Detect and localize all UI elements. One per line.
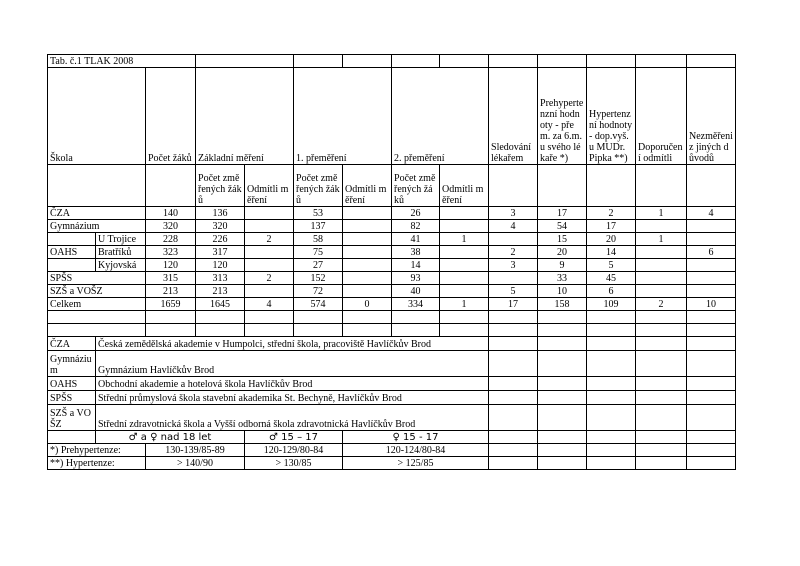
- legend-row: SPŠS Střední průmyslová škola stavební akademika St. Bechyně, Havlíčkův Brod: [48, 391, 736, 405]
- cell-dop: [636, 285, 687, 298]
- row-branch: Kyjovská: [96, 259, 146, 272]
- cell-p2-pocet: 334: [392, 298, 440, 311]
- cell-p1-odm: 0: [343, 298, 392, 311]
- cell-nezm: 4: [687, 207, 736, 220]
- cell-hyp: 109: [587, 298, 636, 311]
- norms-hyp-label: **) Hypertenze:: [48, 457, 146, 470]
- cell-sled: [489, 233, 538, 246]
- cell-nezm: [687, 220, 736, 233]
- cell-hyp: 2: [587, 207, 636, 220]
- norms-pre-label: *) Prehypertenze:: [48, 444, 146, 457]
- cell-p2-odm: 1: [440, 233, 489, 246]
- cell-zm-pocet: 213: [196, 285, 245, 298]
- cell-dop: 1: [636, 207, 687, 220]
- header-zakladni-mereni: Základní měření: [196, 68, 294, 165]
- row-school: [48, 259, 96, 272]
- cell-hyp: 14: [587, 246, 636, 259]
- cell-p2-pocet: 41: [392, 233, 440, 246]
- legend-name: Obchodní akademie a hotelová škola Havlíčkův Brod: [96, 377, 489, 391]
- cell-zm-odm: 2: [245, 272, 294, 285]
- legend-name: Gymnázium Havlíčkův Brod: [96, 351, 489, 377]
- cell-pocet: 315: [146, 272, 196, 285]
- cell-prehyp: 33: [538, 272, 587, 285]
- spacer-row: [48, 324, 736, 337]
- cell-p1-pocet: 53: [294, 207, 343, 220]
- cell-zm-odm: [245, 246, 294, 259]
- cell-zm-odm: 4: [245, 298, 294, 311]
- table-row: [48, 285, 736, 298]
- cell-dop: [636, 220, 687, 233]
- cell-p1-pocet: 574: [294, 298, 343, 311]
- norms-group-boys: ♂ 15 – 17: [245, 431, 343, 444]
- row-school: [48, 233, 96, 246]
- cell-prehyp: 17: [538, 207, 587, 220]
- table-title: Tab. č.1 TLAK 2008: [48, 55, 196, 68]
- row-branch: U Trojice: [96, 233, 146, 246]
- subheader-zm-odmitli: Odmítli měření: [245, 165, 294, 207]
- cell-nezm: [687, 272, 736, 285]
- cell-zm-pocet: 226: [196, 233, 245, 246]
- cell-prehyp: 54: [538, 220, 587, 233]
- cell-hyp: 17: [587, 220, 636, 233]
- table-row: [48, 272, 736, 285]
- cell-p1-pocet: 27: [294, 259, 343, 272]
- cell-hyp: 5: [587, 259, 636, 272]
- cell-dop: 1: [636, 233, 687, 246]
- cell-p1-odm: [343, 246, 392, 259]
- header-pocet-zaku: Počet žáků: [146, 68, 196, 165]
- cell-p2-pocet: 38: [392, 246, 440, 259]
- cell-p2-odm: [440, 220, 489, 233]
- cell-p1-odm: [343, 272, 392, 285]
- cell-p2-odm: [440, 285, 489, 298]
- cell-hyp: 6: [587, 285, 636, 298]
- cell-p1-odm: [343, 220, 392, 233]
- cell-p2-odm: 1: [440, 298, 489, 311]
- row-branch: Bratříků: [96, 246, 146, 259]
- cell-nezm: [687, 259, 736, 272]
- cell-pocet: 1659: [146, 298, 196, 311]
- cell-pocet: 228: [146, 233, 196, 246]
- cell-p2-pocet: 40: [392, 285, 440, 298]
- legend-name: Střední zdravotnická škola a Vyšší odborná škola zdravotnická Havlíčkův Brod: [96, 405, 489, 431]
- cell-prehyp: 9: [538, 259, 587, 272]
- norms-groups-row: [48, 431, 736, 444]
- cell-prehyp: 15: [538, 233, 587, 246]
- cell-p1-odm: [343, 233, 392, 246]
- cell-pocet: 213: [146, 285, 196, 298]
- cell-dop: [636, 246, 687, 259]
- cell-zm-odm: [245, 259, 294, 272]
- cell-p2-odm: [440, 259, 489, 272]
- row-school: ČZA: [48, 207, 146, 220]
- cell-nezm: 6: [687, 246, 736, 259]
- header-druhe-premereni: 2. přeměření: [392, 68, 489, 165]
- cell-zm-odm: [245, 285, 294, 298]
- cell-p1-odm: [343, 285, 392, 298]
- cell-p2-odm: [440, 272, 489, 285]
- row-school: SZŠ a VOŠZ: [48, 285, 146, 298]
- cell-p2-odm: [440, 246, 489, 259]
- table-row: [48, 259, 736, 272]
- spacer-row: [48, 311, 736, 324]
- cell-zm-pocet: 136: [196, 207, 245, 220]
- cell-pocet: 120: [146, 259, 196, 272]
- cell-sled: 4: [489, 220, 538, 233]
- table-row: [48, 220, 736, 233]
- cell-dop: [636, 272, 687, 285]
- cell-hyp: 20: [587, 233, 636, 246]
- cell-nezm: [687, 285, 736, 298]
- norms-group-all: ♂ a ♀ nad 18 let: [96, 431, 245, 444]
- blood-pressure-table: [47, 54, 736, 470]
- legend-row: ČZA Česká zemědělská akademie v Humpolci, střední škola, pracoviště Havlíčkův Brod: [48, 337, 736, 351]
- cell-sled: [489, 272, 538, 285]
- header-prehypertenzni: Prehypertenzní hodnoty - přem. za 6.m. u svého lékaře *): [538, 68, 587, 165]
- cell-pocet: 323: [146, 246, 196, 259]
- table-row: [48, 298, 736, 311]
- cell-p1-pocet: 75: [294, 246, 343, 259]
- cell-prehyp: 10: [538, 285, 587, 298]
- cell-pocet: 140: [146, 207, 196, 220]
- cell-pocet: 320: [146, 220, 196, 233]
- cell-sled: 3: [489, 207, 538, 220]
- table-sheet: [47, 54, 736, 470]
- data-rows: [48, 207, 736, 311]
- cell-zm-pocet: 313: [196, 272, 245, 285]
- cell-sled: 2: [489, 246, 538, 259]
- subheader-p2-odmitli: Odmítli měření: [440, 165, 489, 207]
- legend-name: Střední průmyslová škola stavební akademika St. Bechyně, Havlíčkův Brod: [96, 391, 489, 405]
- norms-group-girls: ♀ 15 - 17: [343, 431, 489, 444]
- cell-p2-pocet: 93: [392, 272, 440, 285]
- cell-zm-pocet: 320: [196, 220, 245, 233]
- header-prvni-premereni: 1. přeměření: [294, 68, 392, 165]
- cell-p1-odm: [343, 207, 392, 220]
- cell-zm-odm: [245, 207, 294, 220]
- cell-nezm: 10: [687, 298, 736, 311]
- cell-p1-odm: [343, 259, 392, 272]
- cell-hyp: 45: [587, 272, 636, 285]
- cell-p1-pocet: 72: [294, 285, 343, 298]
- subheader-p1-pocet: Počet změřených žáků: [294, 165, 343, 207]
- cell-p2-pocet: 82: [392, 220, 440, 233]
- subheader-p2-pocet: Počet změřených žáků: [392, 165, 440, 207]
- header-skola: Škola: [48, 68, 146, 165]
- table-row: [48, 233, 736, 246]
- row-school: Celkem: [48, 298, 146, 311]
- header-doporuceni: Doporučení odmítli: [636, 68, 687, 165]
- cell-p2-pocet: 14: [392, 259, 440, 272]
- norms-prehypertension-row: *) Prehypertenze: 130-139/85-89 120-129/80-84 120-124/80-84: [48, 444, 736, 457]
- header-sledovani: Sledování lékařem: [489, 68, 538, 165]
- cell-nezm: [687, 233, 736, 246]
- cell-zm-pocet: 317: [196, 246, 245, 259]
- legend-row: OAHS Obchodní akademie a hotelová škola Havlíčkův Brod: [48, 377, 736, 391]
- cell-p1-pocet: 152: [294, 272, 343, 285]
- cell-zm-pocet: 1645: [196, 298, 245, 311]
- table-row: [48, 207, 736, 220]
- cell-prehyp: 20: [538, 246, 587, 259]
- row-school: Gymnázium: [48, 220, 146, 233]
- legend-name: Česká zemědělská akademie v Humpolci, střední škola, pracoviště Havlíčkův Brod: [96, 337, 489, 351]
- subheader-p1-odmitli: Odmítli měření: [343, 165, 392, 207]
- cell-p2-pocet: 26: [392, 207, 440, 220]
- cell-p2-odm: [440, 207, 489, 220]
- cell-zm-pocet: 120: [196, 259, 245, 272]
- cell-dop: 2: [636, 298, 687, 311]
- cell-sled: 17: [489, 298, 538, 311]
- cell-p1-pocet: 58: [294, 233, 343, 246]
- cell-prehyp: 158: [538, 298, 587, 311]
- header-nezmereni: Nezměřeni z jiných důvodů: [687, 68, 736, 165]
- cell-dop: [636, 259, 687, 272]
- row-school: OAHS: [48, 246, 96, 259]
- table-row: [48, 246, 736, 259]
- cell-sled: 5: [489, 285, 538, 298]
- legend-row: SZŠ a VOŠZ Střední zdravotnická škola a Vyšší odborná škola zdravotnická Havlíčkův Brod: [48, 405, 736, 431]
- header-hypertenzni: Hypertenzní hodnoty - dop.vyš. u MUDr. Pipka **): [587, 68, 636, 165]
- legend-row: Gymnázium Gymnázium Havlíčkův Brod: [48, 351, 736, 377]
- cell-p1-pocet: 137: [294, 220, 343, 233]
- norms-hypertension-row: **) Hypertenze: > 140/90 > 130/85 > 125/85: [48, 457, 736, 470]
- cell-zm-odm: [245, 220, 294, 233]
- cell-sled: 3: [489, 259, 538, 272]
- cell-zm-odm: 2: [245, 233, 294, 246]
- subheader-zm-pocet: Počet změřených žáků: [196, 165, 245, 207]
- row-school: SPŠS: [48, 272, 146, 285]
